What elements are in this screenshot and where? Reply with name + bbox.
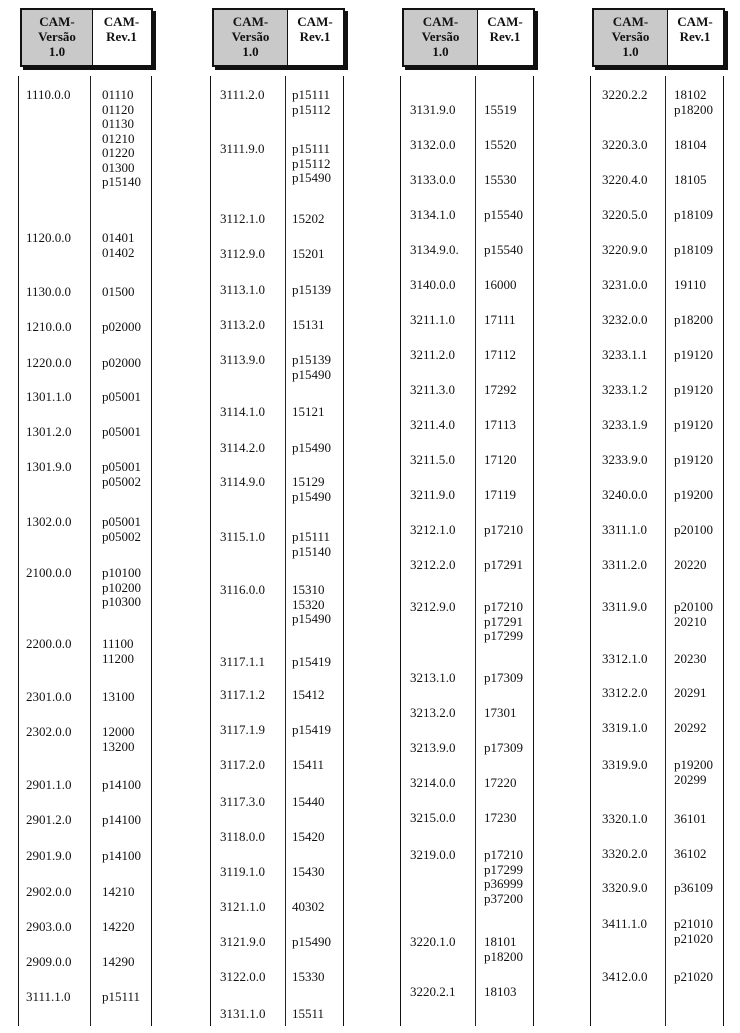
- cam-rev-code: p02000: [102, 355, 141, 370]
- cam-rev-code: p21020: [674, 930, 713, 946]
- header-cam-rev: CAM- Rev.1: [103, 14, 140, 44]
- cam-versao-code: 3233.1.2: [602, 382, 648, 397]
- cam-versao-code: 2100.0.0: [26, 565, 72, 580]
- cam-rev-code: 17113: [484, 417, 517, 432]
- cam-versao-code: 3115.1.0: [220, 529, 266, 544]
- column-rule: [90, 76, 91, 1026]
- cam-rev-code: 01210: [102, 130, 135, 146]
- cam-rev-code: p20100: [674, 522, 713, 537]
- cam-rev-code: p15490: [292, 170, 331, 185]
- cam-versao-code: 3211.5.0: [410, 452, 456, 467]
- cam-rev-code: p15139: [292, 282, 331, 297]
- cam-rev-code: p18200: [484, 948, 523, 964]
- cam-versao-code: 2301.0.0: [26, 689, 72, 704]
- column-rule: [285, 76, 286, 1026]
- cam-rev-code: 17301: [484, 705, 517, 720]
- cam-versao-code: 3111.2.0: [220, 87, 265, 102]
- cam-rev-code: 11100: [102, 636, 134, 651]
- cam-rev-code: 15320: [292, 596, 325, 612]
- cam-rev-code: 36102: [674, 846, 707, 861]
- cam-rev-code: p14100: [102, 777, 141, 792]
- cam-rev-code: p17309: [484, 740, 523, 755]
- cam-versao-code: 3232.0.0: [602, 312, 648, 327]
- cam-versao-code: 1210.0.0: [26, 319, 72, 334]
- cam-versao-code: 3113.2.0: [220, 317, 266, 332]
- cam-versao-code: 3312.1.0: [602, 651, 648, 666]
- cam-rev-code: 01401: [102, 230, 135, 245]
- cam-rev-code: p15111: [292, 141, 331, 156]
- cam-rev-code: 01300: [102, 159, 135, 175]
- cam-versao-code: 3220.4.0: [602, 172, 648, 187]
- cam-versao-code: 3113.1.0: [220, 282, 266, 297]
- cam-rev-code: p18109: [674, 207, 713, 222]
- cam-rev-code: p19120: [674, 382, 713, 397]
- cam-rev-code: 17120: [484, 452, 517, 467]
- cam-rev-code: p17210: [484, 847, 523, 862]
- cam-rev-code: 15121: [292, 404, 325, 419]
- cam-rev-code: p14100: [102, 848, 141, 863]
- cam-versao-code: 3118.0.0: [220, 829, 266, 844]
- cam-rev-code: 17292: [484, 382, 517, 397]
- cam-versao-code: 2200.0.0: [26, 636, 72, 651]
- cam-rev-code: 18102: [674, 87, 707, 102]
- cam-rev-code: 01120: [102, 101, 135, 117]
- cam-rev-code: p15140: [102, 174, 141, 189]
- cam-rev-code: p15490: [292, 440, 331, 455]
- cam-versao-code: 3116.0.0: [220, 582, 266, 597]
- cam-rev-code: 15411: [292, 757, 325, 772]
- cam-versao-code: 3220.9.0: [602, 242, 648, 257]
- cam-versao-code: 3140.0.0: [410, 277, 456, 292]
- cam-rev-code: 14290: [102, 954, 135, 969]
- cam-versao-code: 3134.9.0.: [410, 242, 459, 257]
- cam-rev-code: p14100: [102, 812, 141, 827]
- cam-rev-code: p15490: [292, 488, 331, 504]
- cam-rev-code: p15139: [292, 352, 331, 367]
- cam-versao-code: 3121.1.0: [220, 899, 266, 914]
- cam-versao-code: 3119.1.0: [220, 864, 266, 879]
- cam-rev-code: 17111: [484, 312, 516, 327]
- cam-rev-code: p15140: [292, 543, 331, 559]
- cam-versao-code: 3117.3.0: [220, 794, 266, 809]
- cam-versao-code: 2901.1.0: [26, 777, 72, 792]
- cam-rev-code: 18104: [674, 137, 707, 152]
- cam-rev-code: 20291: [674, 685, 707, 700]
- cam-rev-code: p36109: [674, 880, 713, 895]
- cam-versao-code: 3411.1.0: [602, 916, 648, 931]
- cam-rev-code: p05001: [102, 514, 141, 529]
- cam-rev-code: 15131: [292, 317, 325, 332]
- cam-rev-code: p17291: [484, 613, 523, 629]
- cam-versao-code: 3211.1.0: [410, 312, 456, 327]
- cam-versao-code: 3132.0.0: [410, 137, 456, 152]
- cam-rev-code: 13200: [102, 738, 135, 754]
- cam-rev-code: p10100: [102, 565, 141, 580]
- cam-rev-code: 15440: [292, 794, 325, 809]
- cam-rev-code: 15520: [484, 137, 517, 152]
- cam-rev-code: p15111: [292, 529, 331, 544]
- cam-versao-code: 3212.2.0: [410, 557, 456, 572]
- cam-rev-code: p17299: [484, 861, 523, 877]
- cam-versao-code: 3311.2.0: [602, 557, 648, 572]
- cam-versao-code: 2901.9.0: [26, 848, 72, 863]
- cam-versao-code: 3213.9.0: [410, 740, 456, 755]
- cam-versao-code: 1120.0.0: [26, 230, 72, 245]
- cam-versao-code: 3117.1.1: [220, 654, 266, 669]
- column-rule: [210, 76, 211, 1026]
- cam-versao-code: 3117.1.2: [220, 687, 266, 702]
- cam-versao-code: 3213.2.0: [410, 705, 456, 720]
- header-cam-rev: CAM- Rev.1: [297, 14, 333, 44]
- cam-rev-code: p10300: [102, 594, 141, 609]
- cam-rev-code: p15490: [292, 611, 331, 626]
- cam-rev-code: 19110: [674, 277, 707, 292]
- cam-rev-code: p19120: [674, 347, 713, 362]
- column-rule: [665, 76, 666, 1026]
- cam-versao-code: 3133.0.0: [410, 172, 456, 187]
- cam-rev-code: p15419: [292, 654, 331, 669]
- cam-rev-code: 01220: [102, 145, 135, 160]
- cam-versao-code: 3211.4.0: [410, 417, 456, 432]
- cam-versao-code: 3114.9.0: [220, 474, 266, 489]
- cam-rev-code: p37200: [484, 890, 523, 906]
- column-rule: [343, 76, 344, 1026]
- cam-versao-code: 3112.1.0: [220, 211, 266, 226]
- cam-rev-code: p18109: [674, 242, 713, 257]
- cam-rev-code: 40302: [292, 899, 325, 914]
- cam-versao-code: 2909.0.0: [26, 954, 72, 969]
- cam-rev-code: p17210: [484, 599, 523, 614]
- cam-versao-code: 3114.2.0: [220, 440, 266, 455]
- cam-versao-code: 3212.9.0: [410, 599, 456, 614]
- cam-versao-code: 3212.1.0: [410, 522, 456, 537]
- column-rule: [475, 76, 476, 1026]
- cam-versao-code: 3134.1.0: [410, 207, 456, 222]
- cam-versao-code: 3231.0.0: [602, 277, 648, 292]
- cam-rev-code: p15112: [292, 101, 331, 117]
- cam-versao-code: 3412.0.0: [602, 969, 648, 984]
- cam-versao-code: 3122.0.0: [220, 969, 266, 984]
- cam-versao-code: 3220.2.1: [410, 984, 456, 999]
- cam-rev-code: 36101: [674, 811, 707, 826]
- cam-rev-code: p15111: [102, 989, 141, 1004]
- column-header-box: [212, 8, 345, 67]
- cam-rev-code: p05001: [102, 459, 141, 474]
- cam-rev-code: 01130: [102, 116, 135, 131]
- cam-versao-code: 3215.0.0: [410, 810, 456, 825]
- cam-versao-code: 3320.9.0: [602, 880, 648, 895]
- cam-versao-code: 3233.1.1: [602, 347, 648, 362]
- cam-versao-code: 3319.9.0: [602, 757, 648, 772]
- cam-rev-code: 16000: [484, 277, 517, 292]
- cam-rev-code: 15310: [292, 582, 325, 597]
- cam-versao-code: 3233.1.9: [602, 417, 648, 432]
- cam-versao-code: 3220.3.0: [602, 137, 648, 152]
- cam-rev-code: 20299: [674, 771, 707, 787]
- cam-versao-code: 3213.1.0: [410, 670, 456, 685]
- cam-versao-code: 2903.0.0: [26, 919, 72, 934]
- column-rule: [590, 76, 591, 1026]
- cam-versao-code: 3312.2.0: [602, 685, 648, 700]
- cam-rev-code: 15330: [292, 969, 325, 984]
- cam-versao-code: 3220.5.0: [602, 207, 648, 222]
- cam-versao-code: 1130.0.0: [26, 284, 72, 299]
- cam-rev-code: p10200: [102, 579, 141, 595]
- cam-versao-code: 3113.9.0: [220, 352, 266, 367]
- header-cam-rev: CAM- Rev.1: [677, 14, 713, 44]
- cam-rev-code: 17112: [484, 347, 517, 362]
- cam-versao-code: 3319.1.0: [602, 720, 648, 735]
- column-rule: [400, 76, 401, 1026]
- cam-versao-code: 2302.0.0: [26, 724, 72, 739]
- cam-rev-code: 14220: [102, 919, 135, 934]
- cam-versao-code: 3114.1.0: [220, 404, 266, 419]
- cam-versao-code: 3219.0.0: [410, 847, 456, 862]
- cam-rev-code: 11200: [102, 650, 135, 666]
- header-cam-rev: CAM- Rev.1: [487, 14, 523, 44]
- cam-rev-code: p19200: [674, 757, 713, 772]
- cam-rev-code: 15412: [292, 687, 325, 702]
- cam-rev-code: p18200: [674, 312, 713, 327]
- cam-rev-code: 15201: [292, 246, 325, 261]
- cam-versao-code: 3320.2.0: [602, 846, 648, 861]
- cam-versao-code: 3220.2.2: [602, 87, 648, 102]
- cam-rev-code: p15490: [292, 366, 331, 382]
- column-rule: [533, 76, 534, 1026]
- cam-versao-code: 1301.2.0: [26, 424, 72, 439]
- cam-rev-code: 15129: [292, 474, 325, 489]
- cam-versao-code: 1301.1.0: [26, 389, 72, 404]
- cam-rev-code: p18200: [674, 101, 713, 117]
- cam-rev-code: p21020: [674, 969, 713, 984]
- cam-rev-code: 20230: [674, 651, 707, 666]
- header-cam-versao: CAM- Versão 1.0: [421, 14, 460, 59]
- cam-rev-code: p15112: [292, 155, 331, 171]
- cam-rev-code: p36999: [484, 876, 523, 891]
- cam-rev-code: p15419: [292, 722, 331, 737]
- cam-versao-code: 3240.0.0: [602, 487, 648, 502]
- header-cam-versao: CAM- Versão 1.0: [38, 14, 76, 59]
- cam-versao-code: 3121.9.0: [220, 934, 266, 949]
- cam-rev-code: p19120: [674, 452, 713, 467]
- cam-versao-code: 3111.1.0: [26, 989, 71, 1004]
- cam-rev-code: 15420: [292, 829, 325, 844]
- cam-versao-code: 3214.0.0: [410, 775, 456, 790]
- cam-rev-code: p15111: [292, 87, 331, 102]
- cam-rev-code: 15430: [292, 864, 325, 879]
- cam-rev-code: 14210: [102, 884, 135, 899]
- cam-versao-code: 3131.1.0: [220, 1006, 266, 1021]
- cam-versao-code: 3311.1.0: [602, 522, 648, 537]
- cam-rev-code: p19200: [674, 487, 713, 502]
- cam-rev-code: 15511: [292, 1006, 325, 1021]
- column-header-box: [592, 8, 725, 67]
- cam-rev-code: 18105: [674, 172, 707, 187]
- cam-versao-code: 2902.0.0: [26, 884, 72, 899]
- cam-rev-code: 18101: [484, 934, 517, 949]
- cam-rev-code: p05001: [102, 424, 141, 439]
- cam-versao-code: 3112.9.0: [220, 246, 266, 261]
- cam-rev-code: 17220: [484, 775, 517, 790]
- cam-rev-code: p05002: [102, 473, 141, 489]
- cam-versao-code: 3220.1.0: [410, 934, 456, 949]
- cam-rev-code: p02000: [102, 319, 141, 334]
- cam-rev-code: p17291: [484, 557, 523, 572]
- cam-versao-code: 3233.9.0: [602, 452, 648, 467]
- cam-versao-code: 1301.9.0: [26, 459, 72, 474]
- cam-rev-code: p21010: [674, 916, 713, 931]
- cam-rev-code: p05002: [102, 528, 141, 544]
- cam-rev-code: p17309: [484, 670, 523, 685]
- header-cam-versao: CAM- Versão 1.0: [611, 14, 650, 59]
- cam-versao-code: 1110.0.0: [26, 87, 71, 102]
- cam-versao-code: 2901.2.0: [26, 812, 72, 827]
- cam-rev-code: 20220: [674, 557, 707, 572]
- cam-rev-code: p19120: [674, 417, 713, 432]
- cam-versao-code: 1220.0.0: [26, 355, 72, 370]
- cam-rev-code: p15490: [292, 934, 331, 949]
- column-header-box: [402, 8, 535, 67]
- column-rule: [18, 76, 19, 1026]
- cam-versao-code: 3311.9.0: [602, 599, 648, 614]
- cam-rev-code: p05001: [102, 389, 141, 404]
- header-cam-versao: CAM- Versão 1.0: [231, 14, 270, 59]
- cam-versao-code: 3211.2.0: [410, 347, 456, 362]
- cam-rev-code: 17230: [484, 810, 517, 825]
- cam-rev-code: 15202: [292, 211, 325, 226]
- cam-versao-code: 3117.2.0: [220, 757, 266, 772]
- cam-rev-code: 12000: [102, 724, 135, 739]
- column-header-box: [20, 8, 153, 67]
- cam-versao-code: 3111.9.0: [220, 141, 265, 156]
- cam-rev-code: p15540: [484, 207, 523, 222]
- cam-versao-code: 3211.9.0: [410, 487, 456, 502]
- cam-rev-code: 13100: [102, 689, 135, 704]
- cam-rev-code: 01402: [102, 244, 135, 260]
- cam-rev-code: p20100: [674, 599, 713, 614]
- cam-rev-code: 20210: [674, 613, 707, 629]
- cam-versao-code: 3117.1.9: [220, 722, 266, 737]
- cam-rev-code: p17299: [484, 628, 523, 643]
- cam-versao-code: 1302.0.0: [26, 514, 72, 529]
- cam-rev-code: 15530: [484, 172, 517, 187]
- column-rule: [723, 76, 724, 1026]
- cam-rev-code: 20292: [674, 720, 707, 735]
- cam-rev-code: 18103: [484, 984, 517, 999]
- column-rule: [151, 76, 152, 1026]
- cam-rev-code: p17210: [484, 522, 523, 537]
- cam-rev-code: 17119: [484, 487, 517, 502]
- cam-rev-code: 01500: [102, 284, 135, 299]
- cam-rev-code: 01110: [102, 87, 134, 102]
- cam-versao-code: 3131.9.0: [410, 102, 456, 117]
- cam-versao-code: 3211.3.0: [410, 382, 456, 397]
- cam-rev-code: 15519: [484, 102, 517, 117]
- cam-rev-code: p15540: [484, 242, 523, 257]
- cam-versao-code: 3320.1.0: [602, 811, 648, 826]
